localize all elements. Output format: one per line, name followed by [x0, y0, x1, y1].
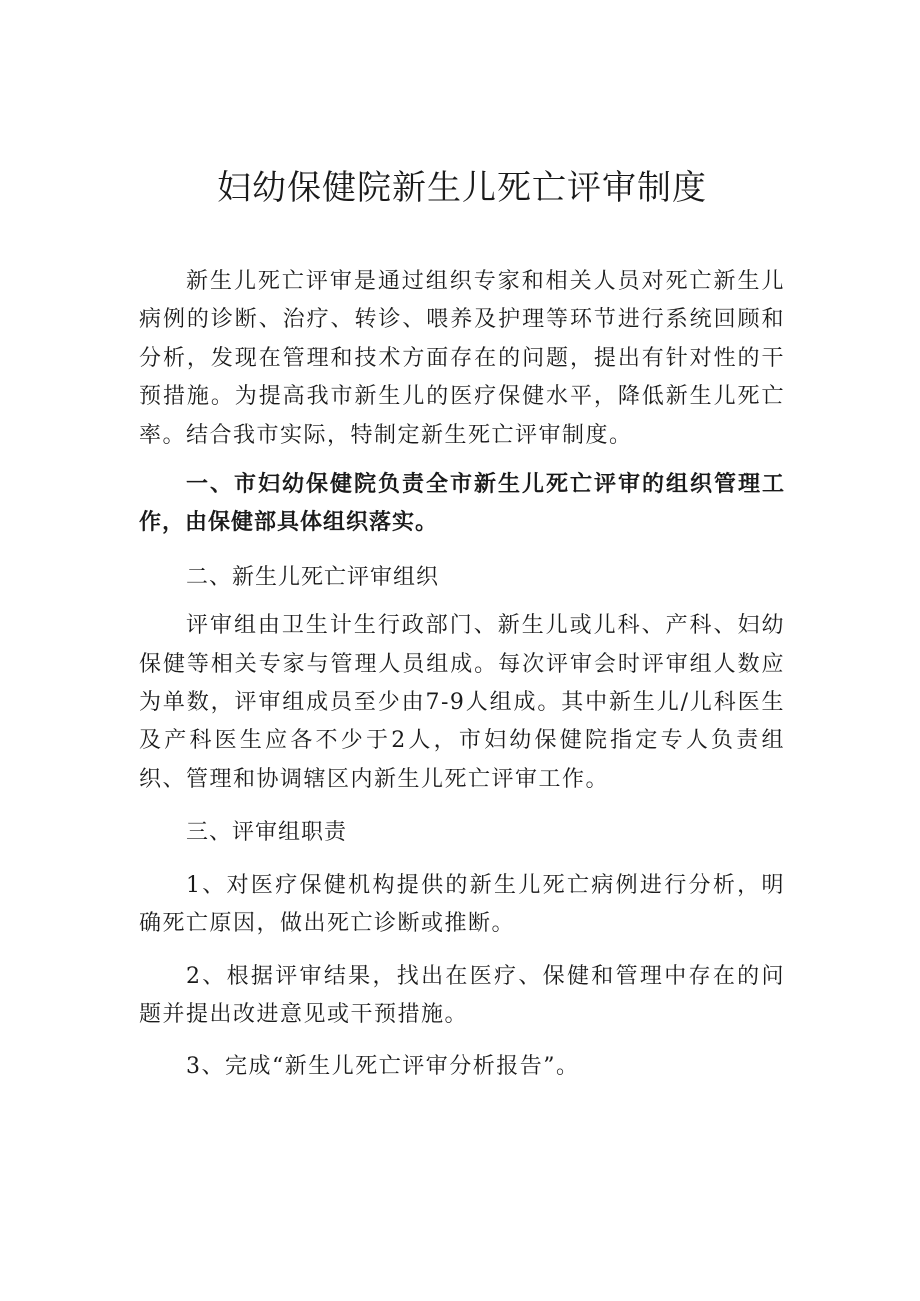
intro-paragraph: 新生儿死亡评审是通过组织专家和相关人员对死亡新生儿病例的诊断、治疗、转诊、喂养及护理等环节进行系统回顾和分析，发现在管理和技术方面存在的问题，提出有针对性的干预措施。为提高我市新生儿的医疗保健水平，降低新生儿死亡率。结合我市实际，特制定新生死亡评审制度。 [139, 269, 785, 448]
section-2-heading: 二、新生儿死亡评审组织 [186, 564, 440, 590]
duty-item-2: 2、根据评审结果，找出在医疗、保健和管理中存在的问题并提出改进意见或干预措施。 [139, 963, 785, 1027]
section-2-paragraph: 评审组由卫生计生行政部门、新生儿或儿科、产科、妇幼保健等相关专家与管理人员组成。每次评审会时评审组人数应为单数，评审组成员至少由7-9人组成。其中新生儿/儿科医生及产科医生应各不少于2人，市妇幼保健院指定专人负责组织、管理和协调辖区内新生儿死亡评审工作。 [139, 613, 785, 792]
document-title: 妇幼保健院新生儿死亡评审制度 [217, 168, 707, 208]
section-1-heading: 一、市妇幼保健院负责全市新生儿死亡评审的组织管理工作，由保健部具体组织落实。 [139, 472, 785, 536]
section-3-heading: 三、评审组职责 [186, 820, 348, 846]
duty-item-1: 1、对医疗保健机构提供的新生儿死亡病例进行分析，明确死亡原因，做出死亡诊断或推断。 [139, 872, 785, 937]
document-body [139, 263, 785, 1087]
duty-item-3: 3、完成“新生儿死亡评审分析报告”。 [186, 1054, 580, 1080]
